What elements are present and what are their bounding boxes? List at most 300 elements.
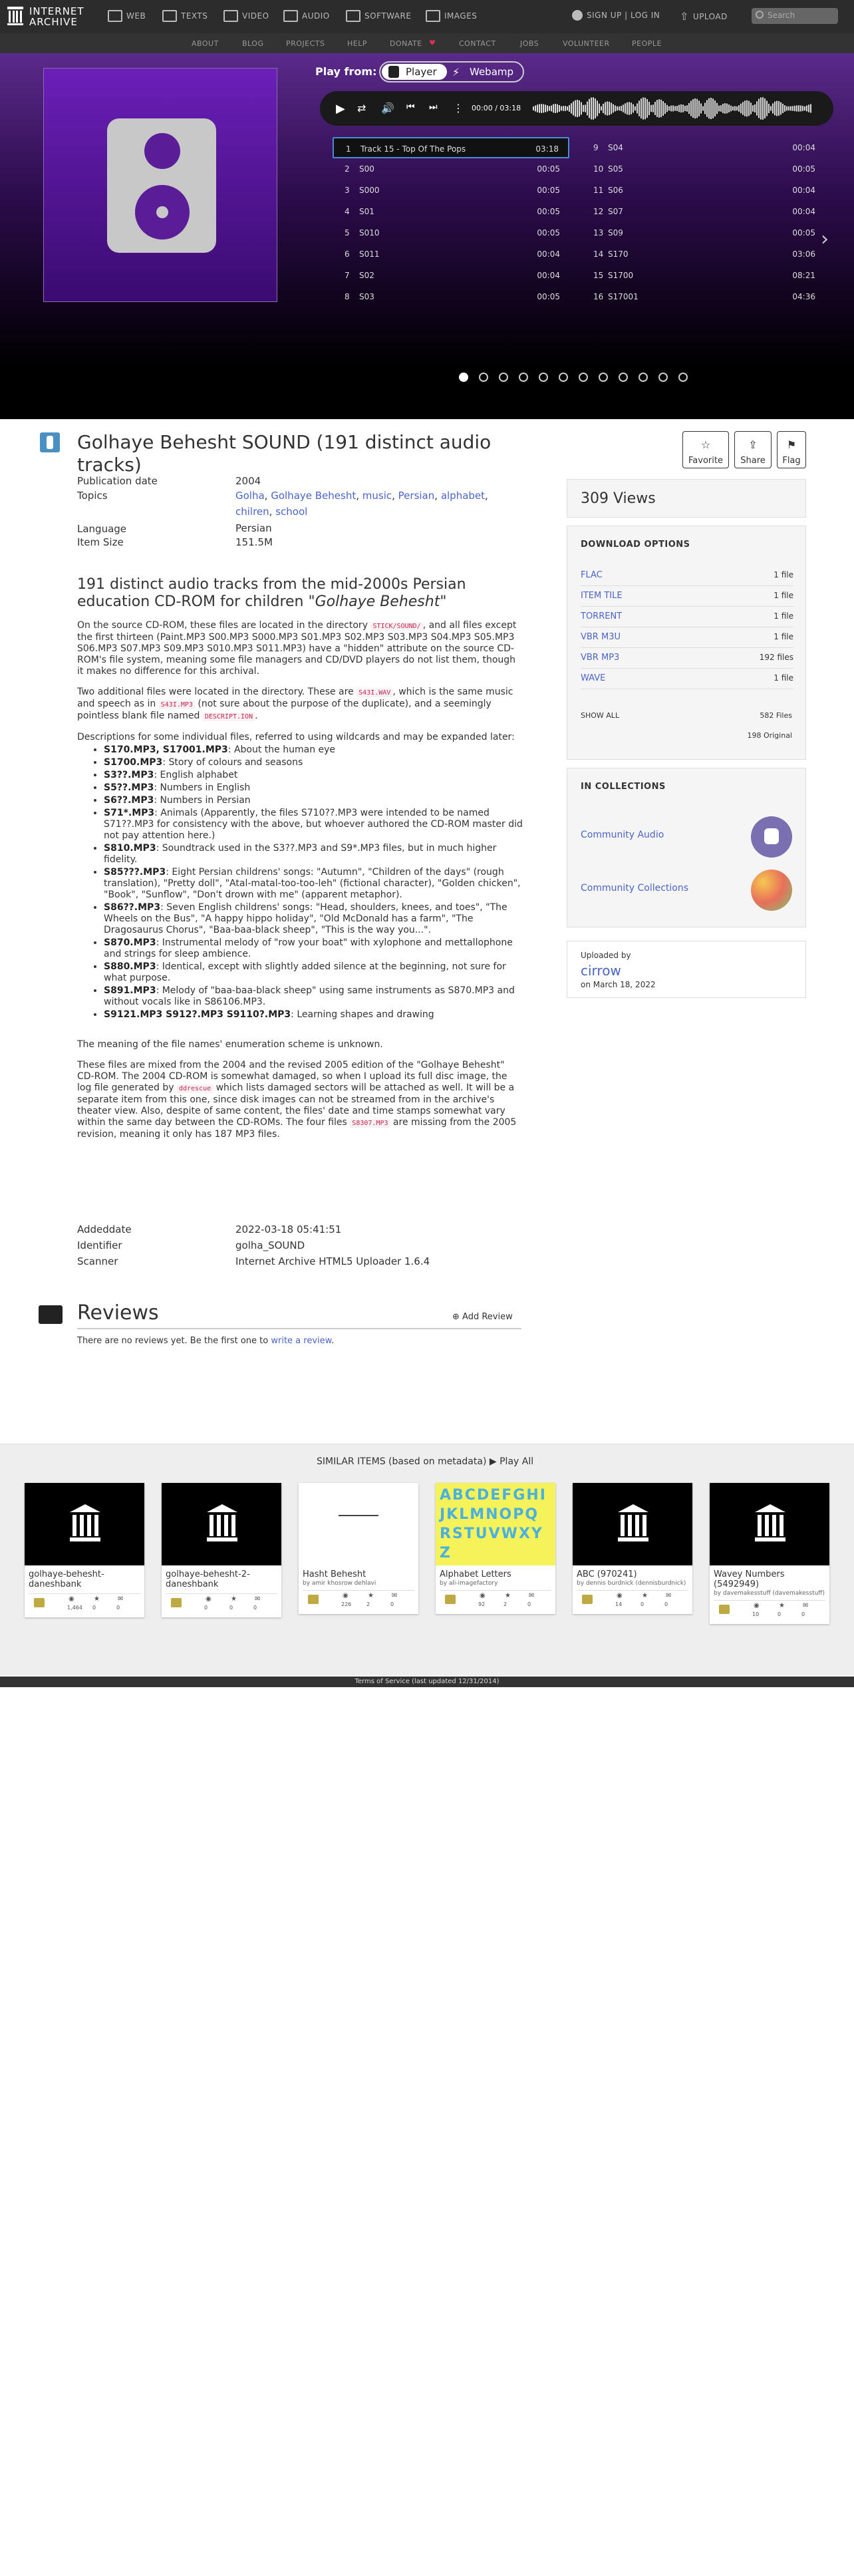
track-title: S011 (359, 249, 380, 259)
waveform-bar (583, 105, 584, 112)
playlist-track[interactable] (333, 222, 569, 243)
nav-software[interactable] (346, 10, 411, 22)
p2-code-1: S43I.WAV (356, 689, 392, 697)
scanner-value: Internet Archive HTML5 Uploader 1.6.4 (235, 1255, 430, 1267)
nav-video[interactable] (223, 10, 269, 22)
subnav-people[interactable]: PEOPLE (632, 39, 662, 48)
file-name: S810.MP3 (104, 843, 156, 854)
playlist-track[interactable] (581, 265, 825, 286)
file-description: : Story of colours and seasons (162, 757, 303, 768)
file-description: : Animals (Apparently, the files S710??.MP3 were intended to be named S71??.MP3 for consistency with the above, but whoever authored the CD-ROM master did not pay attention here.) (104, 808, 523, 841)
track-title: S05 (608, 164, 623, 174)
track-number: 7 (345, 271, 350, 280)
identifier-value: golha_SOUND (235, 1239, 305, 1251)
waveform-bar (680, 104, 682, 112)
play-icon[interactable]: ▶ (336, 102, 345, 116)
subnav-about[interactable]: ABOUT (192, 39, 219, 48)
p2-text-c: (not sure about the purpose of the duplicate), and a seemingly pointless blank file named (77, 699, 492, 721)
playlist-track[interactable] (333, 158, 569, 180)
search-icon (756, 11, 764, 19)
addeddate-label: Addeddate (77, 1223, 132, 1235)
download-option[interactable] (581, 649, 793, 669)
track-duration: 00:05 (537, 186, 560, 195)
favorite-button[interactable] (682, 431, 729, 468)
track-title: S000 (359, 186, 380, 195)
similar-item-title[interactable]: Wavey Numbers (5492949) (714, 1569, 785, 1589)
topic-link[interactable]: alphabet (440, 490, 486, 502)
download-option[interactable] (581, 607, 793, 627)
waveform-bar (613, 104, 614, 113)
pubdate-link[interactable]: 2004 (235, 475, 261, 487)
playlist-track[interactable] (581, 137, 825, 158)
plus-icon: ⊕ (452, 1312, 463, 1322)
topic-link[interactable]: school (275, 506, 308, 518)
similar-item-title[interactable]: golhaye-behesht-daneshbank (29, 1569, 104, 1589)
waveform-bar (545, 104, 546, 112)
waveform-bar (722, 104, 724, 113)
brand-line1: INTERNET (29, 5, 84, 17)
track-duration: 00:04 (792, 143, 815, 152)
time-separator: / (495, 104, 498, 112)
description-heading (77, 576, 523, 611)
waveform-bar (748, 101, 750, 116)
similar-item-thumbnail[interactable] (25, 1483, 144, 1565)
track-number: 5 (345, 228, 350, 238)
carousel-dot[interactable] (459, 373, 468, 382)
track-number: 16 (593, 292, 604, 301)
waveform-bar (595, 98, 596, 118)
waveform-bar (563, 106, 564, 110)
carousel-next-arrow[interactable]: › (821, 228, 829, 251)
lightning-icon: ⚡ (452, 66, 460, 79)
star-icon: ★ (94, 1595, 100, 1603)
track-title: S1700 (608, 271, 634, 280)
stat-favs: 0 (229, 1605, 233, 1611)
web-icon (108, 10, 122, 22)
waveform-bar (660, 100, 662, 117)
file-description-item (104, 744, 523, 756)
file-description: : Numbers in Persian (154, 795, 251, 806)
pubdate-label: Publication date (77, 475, 158, 487)
download-format-link[interactable]: VBR M3U (581, 632, 621, 642)
archive-building-icon (617, 1503, 650, 1543)
eye-icon: ◉ (206, 1595, 212, 1603)
playlist-track[interactable] (333, 180, 569, 201)
carousel-dot[interactable] (639, 373, 648, 382)
waveform-bar (738, 105, 740, 112)
waveform-bar (597, 100, 598, 116)
speaker-icon (107, 118, 216, 253)
waveform-bar (650, 105, 652, 112)
download-format-link[interactable]: FLAC (581, 570, 603, 580)
subnav-blog[interactable]: BLOG (242, 39, 264, 48)
topic-link[interactable]: chilren (235, 506, 269, 518)
write-review-link[interactable]: write a review (271, 1336, 332, 1346)
waveform-bar (796, 105, 797, 111)
play-from-label: Play from: (315, 65, 377, 78)
subnav-contact[interactable]: CONTACT (459, 39, 496, 48)
playlist-track[interactable] (581, 180, 825, 201)
file-description-item (104, 770, 523, 781)
mediatype-icon (171, 1598, 182, 1607)
track-title: S07 (608, 207, 623, 216)
internet-archive-logo[interactable] (7, 5, 24, 27)
addeddate-value: 2022-03-18 05:41:51 (235, 1223, 342, 1235)
waveform-scrubber[interactable] (533, 95, 812, 122)
file-description-item (104, 937, 523, 960)
similar-item-thumbnail[interactable] (436, 1483, 555, 1565)
playlist-track[interactable] (581, 201, 825, 222)
carousel-dot[interactable] (678, 373, 688, 382)
stat-views: 14 (615, 1601, 623, 1607)
similar-item-title[interactable]: Alphabet Letters (440, 1569, 511, 1579)
file-description: : Seven English childrens' songs: "Head, shoulders, knees, and toes", "The Wheels on the Bus", "A happy hippo holiday", "Old McDonald has a farm", "The Dragosaurus Chorus", "Baa-baa-black sheep", "This is the way you...". (104, 902, 507, 935)
waveform-bar (724, 103, 726, 114)
waveform-bar (571, 103, 572, 113)
webamp-option[interactable] (452, 66, 513, 78)
waveform-bar (756, 101, 758, 115)
similar-item-stats (303, 1590, 414, 1610)
no-reviews-message (77, 1336, 334, 1346)
track-duration: 00:05 (537, 292, 560, 301)
download-option[interactable] (581, 587, 793, 607)
community-audio-thumbnail[interactable] (751, 816, 792, 858)
waveform-bar (732, 106, 734, 110)
mediatype-icon (34, 1598, 45, 1607)
track-title: S09 (608, 228, 623, 238)
track-title: S02 (359, 271, 374, 280)
playlist-track[interactable] (333, 201, 569, 222)
similar-item-card[interactable] (162, 1483, 281, 1617)
next-track-icon[interactable]: ⏭ (429, 102, 438, 112)
topic-link[interactable]: Golha (235, 490, 265, 502)
playlist-track[interactable] (581, 222, 825, 243)
waveform-bar (573, 102, 574, 116)
nav-web[interactable] (108, 10, 146, 22)
footer-terms[interactable]: Terms of Service (last updated 12/31/2014) (0, 1677, 854, 1687)
star-icon: ★ (505, 1592, 511, 1599)
file-description: : Soundtrack used in the S3??.MP3 and S9*.MP3 files, but in much higher fidelity. (104, 843, 497, 865)
download-format-link[interactable]: VBR MP3 (581, 653, 620, 663)
waveform-bar (808, 104, 809, 112)
waveform-bar (778, 101, 780, 116)
p5-code-2: S8307.MP3 (350, 1119, 390, 1128)
file-name: S71*.MP3 (104, 808, 155, 818)
player-source-toggle[interactable] (379, 61, 524, 82)
heading-emphasis: Golhaye Behesht (315, 593, 440, 610)
waveform-bar (581, 102, 582, 115)
waveform-bar (720, 105, 722, 112)
speech-bubble-icon (39, 1305, 63, 1324)
p5-text-a: These files are mixed from the 2004 and the revised 2005 edition of the "Golhaye Behesht" CD-ROM. The 2004 CD-ROM is somewhat damaged, so when I upload its full disc image, the log file generated by (77, 1060, 507, 1093)
language-link[interactable]: Persian (235, 522, 272, 534)
similar-item-creator: by davemakesstuff (davemakesstuff) (714, 1590, 825, 1597)
subnav-help[interactable]: HELP (347, 39, 367, 48)
download-option[interactable] (581, 669, 793, 689)
eye-icon: ◉ (754, 1602, 760, 1609)
playlist-track[interactable] (333, 243, 569, 265)
nav-audio-label: AUDIO (302, 11, 330, 21)
waveform-bar (706, 100, 708, 116)
track-duration: 00:05 (537, 228, 560, 238)
nav-texts[interactable] (162, 10, 208, 22)
in-collections-panel (567, 768, 806, 927)
waveform-bar (549, 106, 550, 111)
waveform-bar (794, 106, 795, 111)
file-name: S170.MP3, S17001.MP3 (104, 744, 228, 755)
similar-item-thumbnail[interactable] (162, 1483, 281, 1565)
volume-icon[interactable]: 🔊 (381, 102, 394, 114)
similar-items-header (317, 1456, 533, 1467)
download-file-count: 1 file (774, 611, 793, 621)
language-label: Language (77, 523, 127, 535)
topic-link[interactable]: Persian (398, 490, 435, 502)
track-duration: 00:04 (537, 271, 560, 280)
waveform-bar (535, 105, 536, 111)
upload-link[interactable] (680, 10, 728, 23)
carousel-dot[interactable] (619, 373, 628, 382)
carousel-dot[interactable] (559, 373, 568, 382)
subnav-projects[interactable]: PROJECTS (286, 39, 325, 48)
file-description: : Instrumental melody of "row your boat" with xylophone and mettallophone and strings for sleep ambience. (104, 937, 513, 959)
waveform-bar (611, 103, 612, 114)
playlist-track[interactable] (581, 243, 825, 265)
upload-label: UPLOAD (692, 11, 728, 21)
waveform-bar (551, 106, 552, 112)
previous-track-icon[interactable]: ⏮ (406, 102, 415, 112)
waveform-bar (776, 101, 778, 116)
waveform-bar (557, 104, 558, 113)
p5-text-b: which lists damaged sectors will be attached as well. It will be a separate item from this one, since disk images can not be streamed from in the archive's theater view. Also, despite of same content, the files' date and time stamps somewhat vary within the same day between the CD-ROMs. The four files (77, 1082, 515, 1128)
collection-community-collections[interactable]: Community Collections (581, 883, 689, 893)
nav-images[interactable] (426, 10, 477, 22)
waveform-bar (744, 100, 746, 116)
all-files-count: 582 Files (760, 711, 792, 720)
stat-favs: 0 (640, 1601, 644, 1607)
item-description (77, 576, 523, 1150)
file-name: S5??.MP3 (104, 782, 154, 793)
waveform-bar (692, 99, 694, 118)
subnav-volunteer[interactable]: VOLUNTEER (563, 39, 610, 48)
file-description-item (104, 808, 523, 842)
topic-link[interactable]: Golhaye Behesht (271, 490, 356, 502)
comment-icon: ✉ (118, 1595, 124, 1603)
speaker-icon (283, 10, 298, 22)
repeat-icon[interactable]: ⇄ (357, 102, 366, 114)
stat-reviews: 0 (390, 1601, 394, 1607)
waveform-bar (712, 98, 714, 118)
mediatype-icon (308, 1595, 319, 1604)
nav-texts-label: TEXTS (181, 11, 208, 21)
track-number: 2 (345, 164, 350, 174)
waveform-bar (784, 105, 785, 112)
playlist-track[interactable] (581, 158, 825, 180)
subnav-donate[interactable]: DONATE (390, 39, 422, 48)
signup-login-link[interactable] (572, 10, 660, 21)
nav-audio[interactable] (283, 10, 330, 22)
similar-item-thumbnail[interactable] (299, 1483, 418, 1565)
waveform-bar (565, 106, 566, 111)
file-name: S3??.MP3 (104, 770, 154, 780)
collection-community-audio[interactable]: Community Audio (581, 830, 664, 840)
similar-item-card[interactable] (436, 1483, 555, 1614)
file-name: S6??.MP3 (104, 795, 154, 806)
similar-item-title[interactable]: golhaye-behesht-2-daneshbank (166, 1569, 250, 1589)
track-duration: 03:18 (535, 144, 559, 154)
similar-item-stats (577, 1590, 688, 1610)
file-name: S9121.MP3 S912?.MP3 S9110?.MP3 (104, 1009, 291, 1020)
track-title: S03 (359, 292, 374, 301)
download-format-link[interactable]: ITEM TILE (581, 591, 623, 601)
page-title: Golhaye Behesht SOUND (191 distinct audio tracks) (77, 431, 492, 476)
reviews-divider (77, 1328, 521, 1329)
similar-item-thumbnail[interactable] (573, 1483, 692, 1565)
p1-text-a: On the source CD-ROM, these files are located in the directory (77, 620, 371, 631)
archive-building-icon (206, 1503, 239, 1543)
waveform-bar (553, 104, 554, 113)
views-count: 309 Views (567, 479, 806, 518)
stat-favs: 0 (778, 1611, 782, 1617)
file-description-item (104, 867, 523, 901)
file-name: S870.MP3 (104, 937, 156, 948)
comment-icon: ✉ (666, 1592, 672, 1599)
waveform-bar (726, 104, 728, 114)
similar-item-card[interactable] (710, 1483, 829, 1624)
track-number: 14 (593, 249, 604, 259)
waveform-bar (700, 103, 702, 113)
waveform-bar (567, 106, 568, 110)
alphabet-letters-art: ABCDEFGHIJKLMNOPQRSTUVWXYZ (440, 1487, 547, 1561)
mediatype-icon (582, 1595, 593, 1604)
playlist-track[interactable] (333, 286, 569, 307)
p5-code: ddrescue (177, 1084, 213, 1093)
waveform-bar (591, 98, 592, 120)
waveform-bar (718, 106, 720, 112)
similar-item-title[interactable]: Hasht Behesht (303, 1569, 366, 1579)
stat-views: 10 (752, 1611, 760, 1617)
file-name: S86??.MP3 (104, 902, 161, 913)
waveform-bar (758, 99, 760, 118)
add-review-button[interactable] (452, 1312, 513, 1322)
eye-icon: ◉ (69, 1595, 74, 1603)
waveform-bar (742, 102, 744, 114)
reviews-heading: Reviews (77, 1301, 159, 1325)
playlist-track[interactable] (333, 265, 569, 286)
similar-item-card[interactable] (299, 1483, 418, 1614)
stat-views: 226 (341, 1601, 352, 1607)
show-all-link[interactable]: SHOW ALL (581, 711, 620, 720)
file-description: : Learning shapes and drawing (291, 1009, 434, 1020)
waveform-bar (702, 106, 704, 111)
track-duration: 00:05 (792, 164, 815, 174)
waveform-bar (754, 104, 756, 112)
calligraphy-logo (339, 1496, 378, 1516)
waveform-bar (762, 97, 764, 120)
file-name: S891.MP3 (104, 985, 156, 996)
uploader-link[interactable]: cirrow (581, 963, 621, 979)
webamp-option-label: Webamp (470, 66, 514, 78)
similar-item-card[interactable] (25, 1483, 144, 1617)
p5-text-c: are missing from the 2005 revision, meaning it only has 187 MP3 files. (77, 1117, 517, 1140)
community-collections-thumbnail[interactable] (751, 870, 792, 911)
stat-reviews: 0 (664, 1601, 668, 1607)
carousel-dot[interactable] (579, 373, 588, 382)
audio-mediatype-icon (40, 432, 60, 452)
download-options-title: DOWNLOAD OPTIONS (581, 540, 690, 550)
download-file-count: 1 file (774, 591, 793, 600)
file-description: : Eight Persian childrens' songs: "Autumn", "Children of the days" (rough translation), "Pretty doll", "Atal-matal-too-too-leh" (fictional character), "Golden chicken", "Book", "Sunflow", "Don't drown with me" (apparent metaphor). (104, 867, 521, 900)
carousel-dot[interactable] (658, 373, 668, 382)
waveform-bar (662, 101, 664, 116)
playlist-track[interactable] (581, 286, 825, 307)
waveform-bar (605, 102, 606, 114)
brand-wordmark[interactable] (29, 6, 84, 27)
file-description: : Identical, except with slightly added silence at the beginning, not sure for what purpose. (104, 961, 506, 983)
waveform-bar (764, 98, 766, 118)
carousel-dot[interactable] (539, 373, 548, 382)
share-button[interactable] (734, 431, 772, 468)
waveform-bar (728, 104, 730, 112)
track-number: 9 (593, 143, 599, 152)
description-paragraph-1 (77, 620, 523, 677)
waveform-bar (774, 102, 776, 116)
play-all-link[interactable]: Play All (499, 1456, 534, 1467)
comment-icon: ✉ (255, 1595, 261, 1603)
carousel-dot[interactable] (519, 373, 528, 382)
more-options-icon[interactable]: ⋮ (453, 102, 464, 114)
similar-item-card[interactable] (573, 1483, 692, 1614)
subnav-jobs[interactable]: JOBS (520, 39, 539, 48)
flag-label: Flag (782, 456, 801, 466)
similar-item-title[interactable]: ABC (970241) (577, 1569, 637, 1579)
carousel-dot[interactable] (479, 373, 488, 382)
player-option[interactable] (382, 64, 447, 80)
topic-link[interactable]: music (362, 490, 392, 502)
track-number: 13 (593, 228, 604, 238)
waveform-bar (593, 97, 594, 119)
track-number: 8 (345, 292, 350, 301)
flag-button[interactable] (777, 431, 806, 468)
signup-label: SIGN UP | LOG IN (587, 11, 660, 20)
download-format-link[interactable]: TORRENT (581, 611, 623, 621)
waveform-bar (617, 106, 618, 110)
download-option[interactable] (581, 628, 793, 648)
star-icon: ☆ (700, 438, 711, 451)
download-format-link[interactable]: WAVE (581, 673, 606, 683)
search-input[interactable]: Search (752, 8, 838, 24)
original-files-count: 198 Original (747, 731, 792, 740)
time-total: 03:18 (499, 104, 521, 112)
flag-icon: ⚑ (786, 438, 797, 451)
carousel-dot[interactable] (599, 373, 608, 382)
waveform-bar (694, 98, 696, 118)
waveform-bar (708, 98, 710, 119)
waveform-bar (648, 102, 650, 115)
share-icon: ⇪ (748, 438, 758, 451)
carousel-dot[interactable] (499, 373, 508, 382)
archive-building-icon (754, 1503, 787, 1543)
stat-views: 0 (204, 1605, 208, 1611)
track-number: 10 (593, 164, 604, 174)
eye-icon: ◉ (617, 1592, 623, 1599)
download-option[interactable] (581, 566, 793, 586)
track-title: S00 (359, 164, 374, 174)
stat-reviews: 0 (527, 1601, 531, 1607)
playlist-track[interactable] (333, 137, 569, 158)
similar-item-thumbnail[interactable] (710, 1483, 829, 1565)
stat-reviews: 0 (801, 1611, 805, 1617)
track-number: 12 (593, 207, 604, 216)
